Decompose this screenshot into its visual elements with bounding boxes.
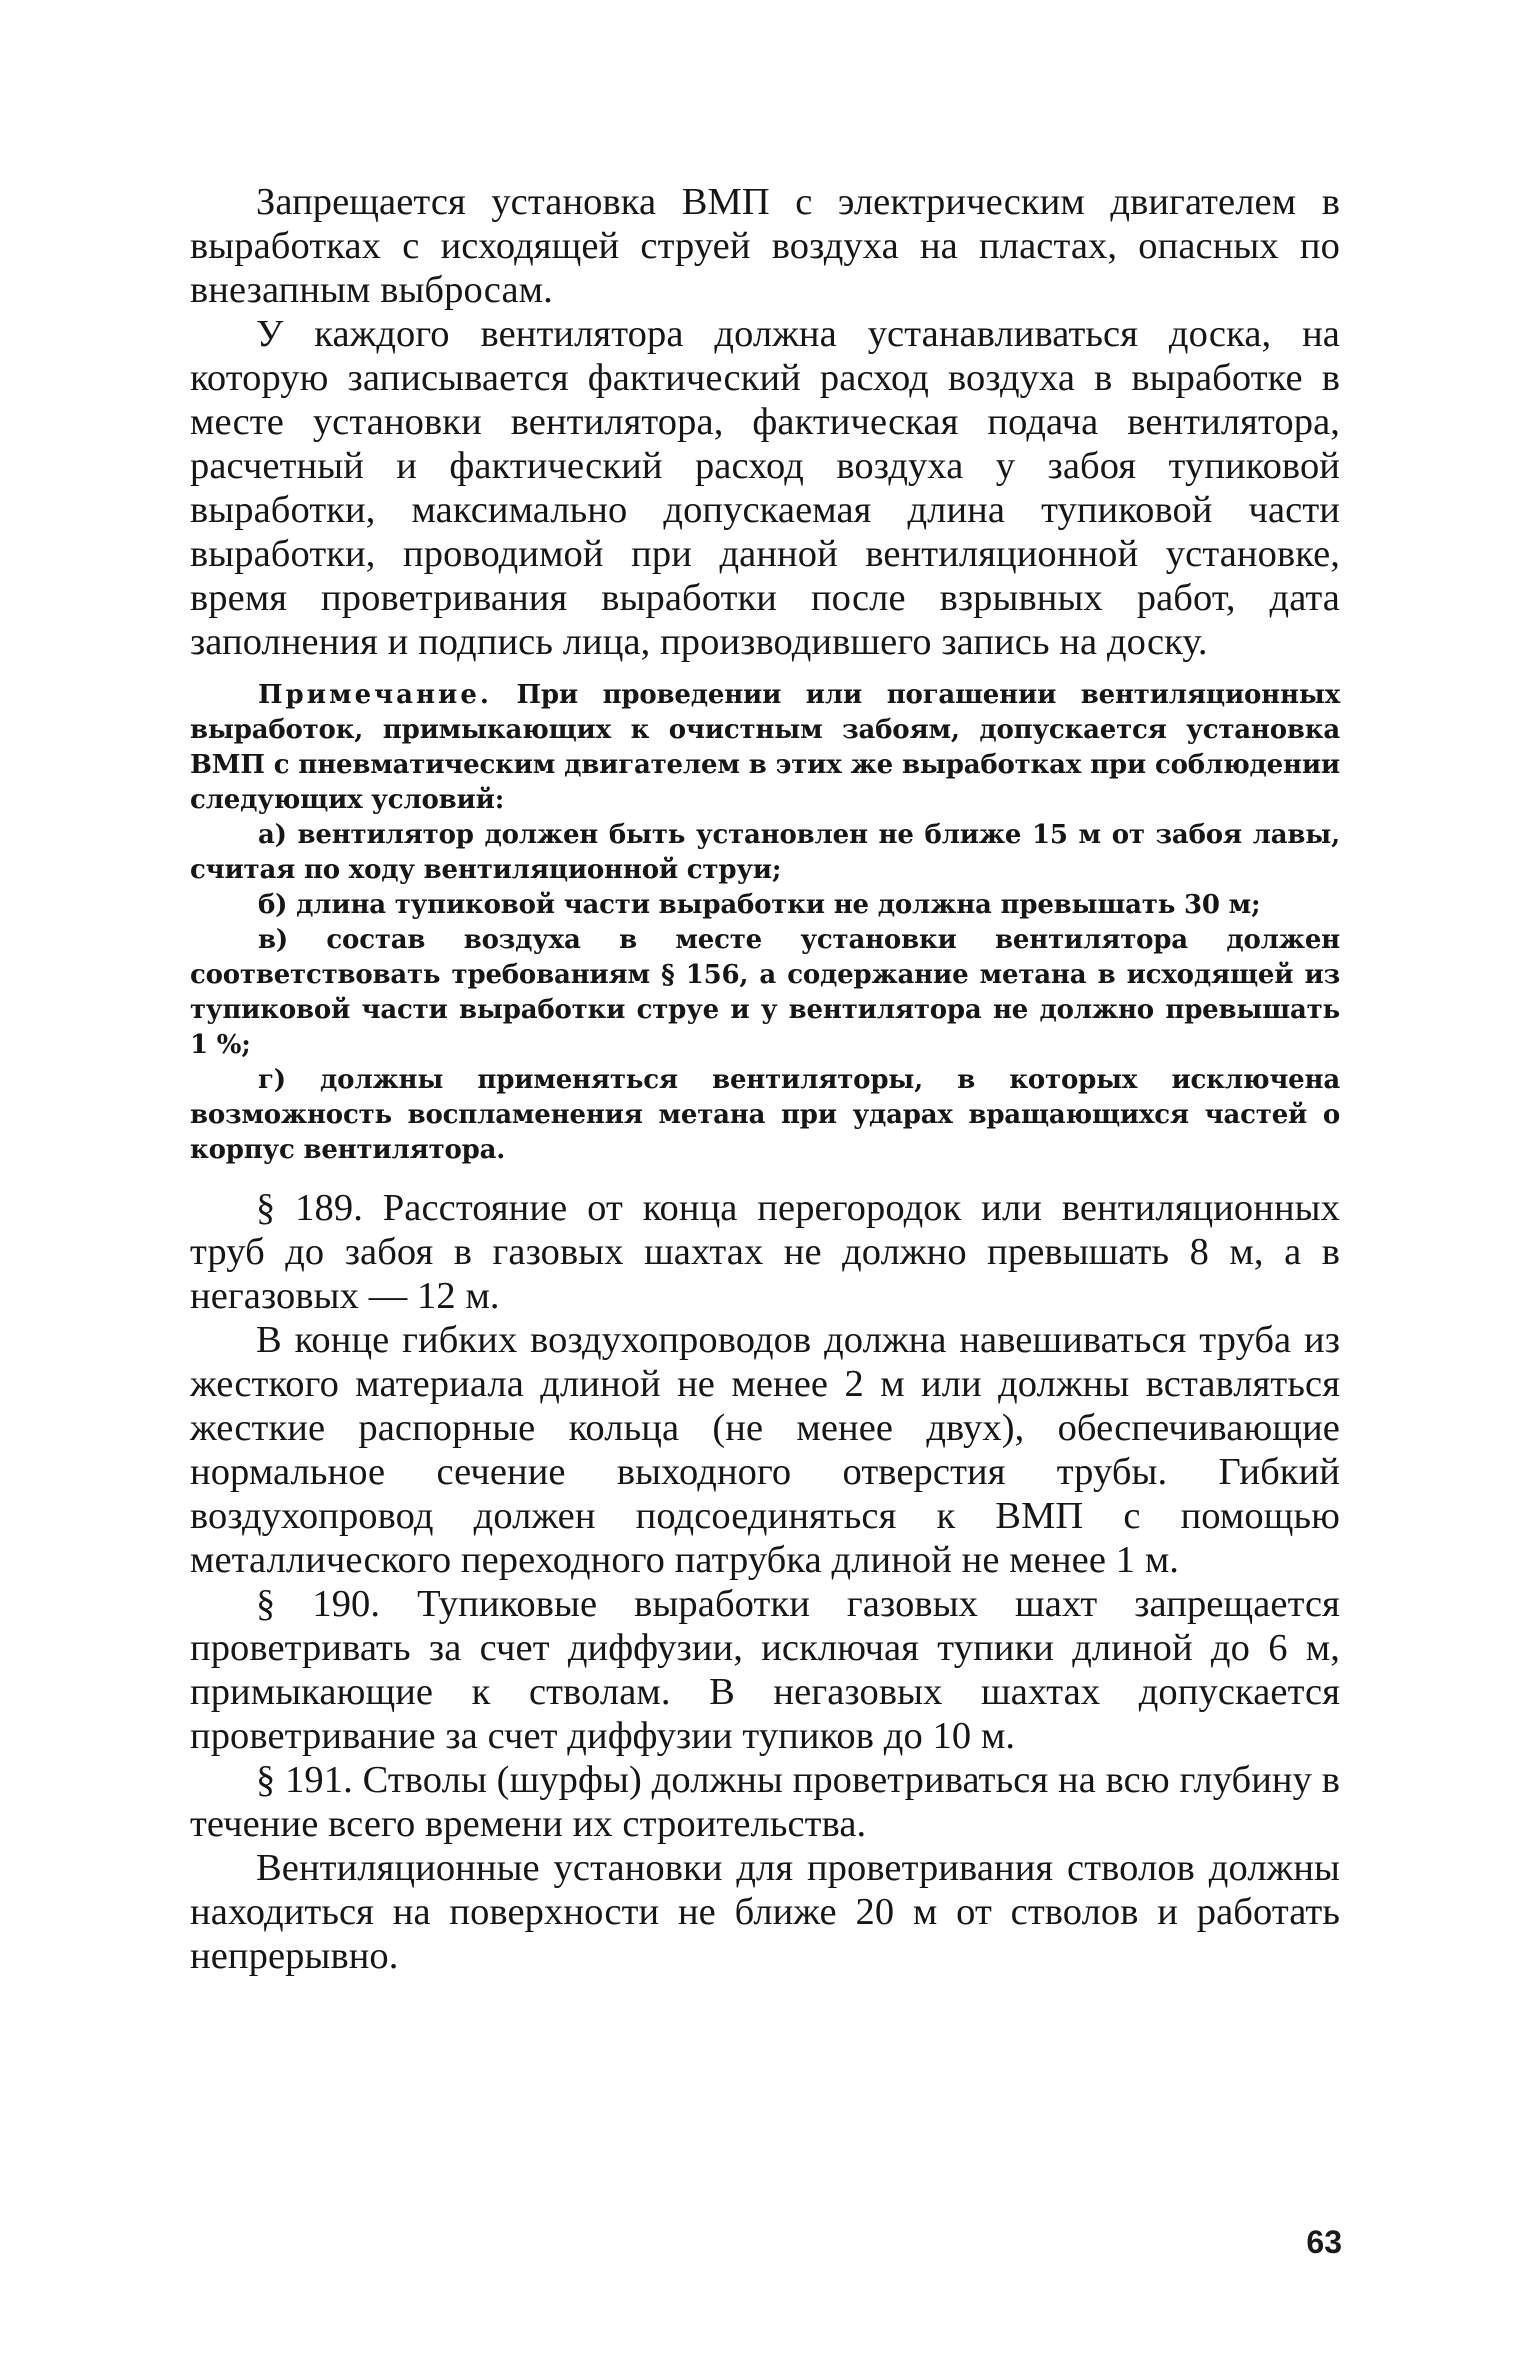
note-item-a: а) вентилятор должен быть установлен не ближе 15 м от забоя лавы, считая по ходу вентиляционной струи; [190,820,1340,885]
section-191: § 191. Стволы (шурфы) должны проветриваться на всю глубину в течение всего времени их строительства. [190,1759,1340,1845]
section-189-continued: В конце гибких воздухопроводов должна навешиваться труба из жесткого материала длиной не менее 2 м или должны вставляться жесткие распорные кольца (не менее двух), обеспечивающие нормальное сечение выходного отверстия трубы. Гибкий воздухопровод должен подсоединяться к ВМП с помощью металлического переходного патрубка длиной не менее 1 м. [190,1319,1340,1581]
page-content [190,180,1340,1978]
note-intro [190,678,1340,818]
note-item-b: б) длина тупиковой части выработки не должна превышать 30 м; [258,890,1261,920]
section-191-continued: Вентиляционные установки для проветривания стволов должны находиться на поверхности не ближе 20 м от стволов и работать непрерывно. [190,1847,1340,1977]
sections-text [190,1186,1340,1978]
paragraph-vmp-prohibition: Запрещается установка ВМП с электрическим двигателем в выработках с исходящей струей воздуха на пластах, опасных по внезапным выбросам. [190,181,1340,311]
note-block [190,678,1340,1168]
note-heading: Примечание. [258,680,492,710]
note-intro-text: При проведении или погашении вентиляционных выработок, примыкающих к очистным забоям, допускается установка ВМП с пневматическим двигателем в этих же выработках при соблюдении следующих условий: [190,680,1340,815]
page-number: 63 [1306,2224,1342,2260]
section-189: § 189. Расстояние от конца перегородок или вентиляционных труб до забоя в газовых шахтах не должно превышать 8 м, а в негазовых — 12 м. [190,1187,1340,1317]
note-item-v: в) состав воздуха в месте установки вентилятора должен соответствовать требованиям § 156, а содержание метана в исходящей из тупиковой части выработки струе и у вентилятора не должно превышать 1 %; [190,925,1340,1060]
paragraph-ventilator-board: У каждого вентилятора должна устанавливаться доска, на которую записывается фактический расход воздуха в выработке в месте установки вентилятора, фактическая подача вентилятора, расчетный и фактический расход воздуха у забоя тупиковой выработки, максимально допускаемая длина тупиковой части выработки, проводимой при данной вентиляционной установке, время проветривания выработки после взрывных работ, дата заполнения и подпись лица, производившего запись на доску. [190,313,1340,663]
main-text [190,180,1340,664]
section-190: § 190. Тупиковые выработки газовых шахт запрещается проветривать за счет диффузии, исключая тупики длиной до 6 м, примыкающие к стволам. В негазовых шахтах допускается проветривание за счет диффузии тупиков до 10 м. [190,1583,1340,1757]
note-item-g: г) должны применяться вентиляторы, в которых исключена возможность воспламенения метана при ударах вращающихся частей о корпус вентилятора. [190,1065,1340,1165]
